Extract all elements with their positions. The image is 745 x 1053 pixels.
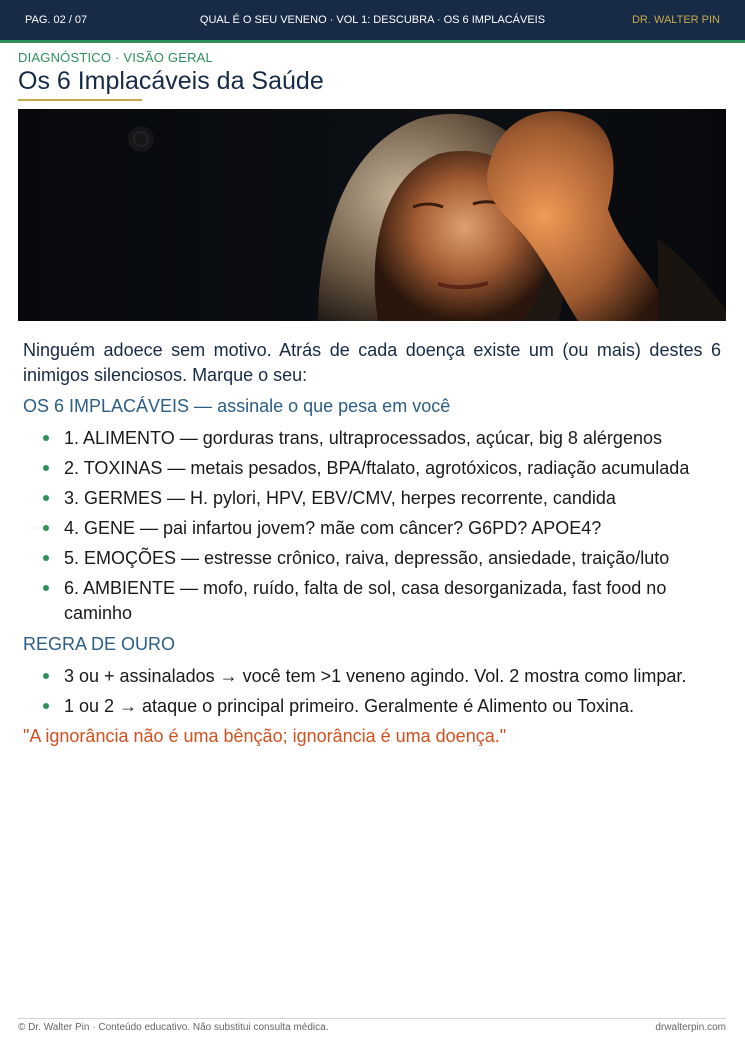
author-name: DR. WALTER PIN xyxy=(631,14,720,26)
bullet-icon xyxy=(43,465,49,471)
hero-image-woman-headache xyxy=(18,109,726,321)
bullet-icon xyxy=(43,435,49,441)
list-item: 1. ALIMENTO — gorduras trans, ultraprocessados, açúcar, big 8 alérgenos xyxy=(43,426,721,451)
bullet-icon xyxy=(43,585,49,591)
list-item: 2. TOXINAS — metais pesados, BPA/ftalato, agrotóxicos, radiação acumulada xyxy=(43,456,721,481)
bullet-icon xyxy=(43,495,49,501)
main-content xyxy=(23,338,721,749)
list-item: 6. AMBIENTE — mofo, ruído, falta de sol, casa desorganizada, fast food no caminho xyxy=(43,576,721,626)
rule-heading: REGRA DE OURO xyxy=(23,634,176,654)
list-item: 3 ou + assinalados → você tem >1 veneno agindo. Vol. 2 mostra como limpar. xyxy=(43,664,721,689)
list-item: 1 ou 2 → ataque o principal primeiro. Geralmente é Alimento ou Toxina. xyxy=(43,694,721,719)
bullet-icon xyxy=(43,555,49,561)
implacaveis-list xyxy=(43,426,721,626)
bullet-icon xyxy=(43,525,49,531)
bullet-icon xyxy=(43,703,49,709)
list-item: 4. GENE — pai infartou jovem? mãe com câncer? G6PD? APOE4? xyxy=(43,516,721,541)
hero-illustration xyxy=(18,109,726,321)
page-number: PAG. 02 / 07 xyxy=(25,14,88,26)
top-header-bar xyxy=(0,0,745,43)
title-underline xyxy=(18,99,142,101)
list-item: 3. GERMES — H. pylori, HPV, EBV/CMV, herpes recorrente, candida xyxy=(43,486,721,511)
rules-list xyxy=(43,664,721,719)
page-title: Os 6 Implacáveis da Saúde xyxy=(18,67,324,95)
background-symbol-icon xyxy=(128,126,154,152)
bullet-icon xyxy=(43,673,49,679)
footer-website: drwalterpin.com xyxy=(655,1022,726,1033)
list-item: 5. EMOÇÕES — estresse crônico, raiva, depressão, ansiedade, traição/luto xyxy=(43,546,721,571)
section-kicker: DIAGNÓSTICO · VISÃO GERAL xyxy=(18,50,213,65)
footer-divider xyxy=(18,1018,726,1019)
closing-quote: "A ignorância não é uma bênção; ignorância é uma doença." xyxy=(23,726,507,746)
intro-paragraph: Ninguém adoece sem motivo. Atrás de cada doença existe um (ou mais) destes 6 inimigos silenciosos. Marque o seu: xyxy=(23,340,721,385)
list-heading: OS 6 IMPLACÁVEIS — assinale o que pesa em você xyxy=(23,396,451,416)
footer-disclaimer: © Dr. Walter Pin · Conteúdo educativo. Não substitui consulta médica. xyxy=(18,1022,329,1033)
series-title: QUAL É O SEU VENENO · VOL 1: DESCUBRA · OS 6 IMPLACÁVEIS xyxy=(199,14,546,26)
